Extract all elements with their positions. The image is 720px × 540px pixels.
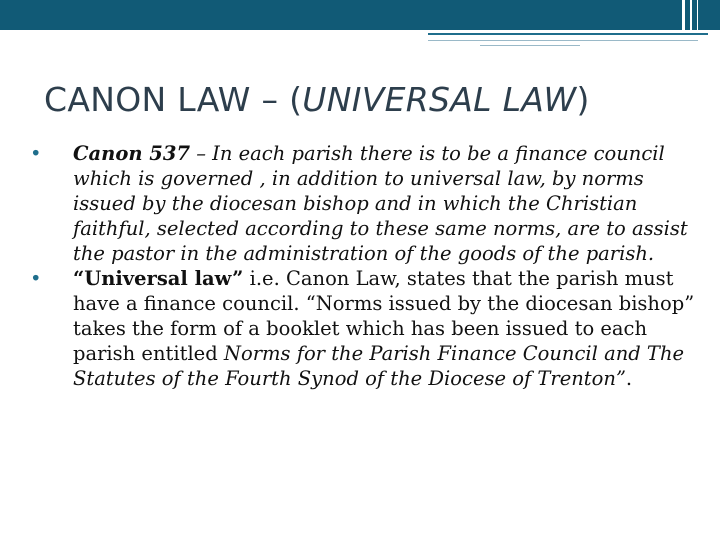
bullet-dot-icon: • [30,267,42,290]
slide-title [44,80,684,119]
bullet-universal-law [30,266,700,391]
bullet-end: . [625,367,633,390]
bullet-head: Canon 537 [73,142,191,165]
booklet-title: Norms for the Parish Finance Council and The Statutes of the Fourth Synod of the Diocese of Trenton” [73,342,685,390]
bullet-body: i.e. Canon Law, states that the parish must have a finance council. “Norms issued by the diocesan bishop” takes the form of a booklet which has been issued to each parish entitled [73,267,695,365]
decorative-line [480,45,580,46]
decorative-line [428,33,708,35]
bullet-canon-537 [30,141,700,266]
header-band [0,0,720,30]
title-suffix: ) [576,80,590,119]
band-stripe [682,0,685,30]
slide-body [30,141,700,391]
band-stripe [697,0,698,30]
bullet-body: – In each parish there is to be a finance council which is governed , in addition to universal law, by norms issued by the diocesan bishop and in which the Christian faithful, selected according to these same norms, are to assist the pastor in the administration of the goods of the parish. [73,142,688,265]
band-stripe [690,0,692,30]
bullet-dot-icon: • [30,142,42,165]
title-italic: UNIVERSAL LAW [302,80,577,119]
title-prefix: CANON LAW – ( [44,80,303,119]
decorative-line [428,40,698,41]
bullet-head: “Universal law” [73,267,244,290]
